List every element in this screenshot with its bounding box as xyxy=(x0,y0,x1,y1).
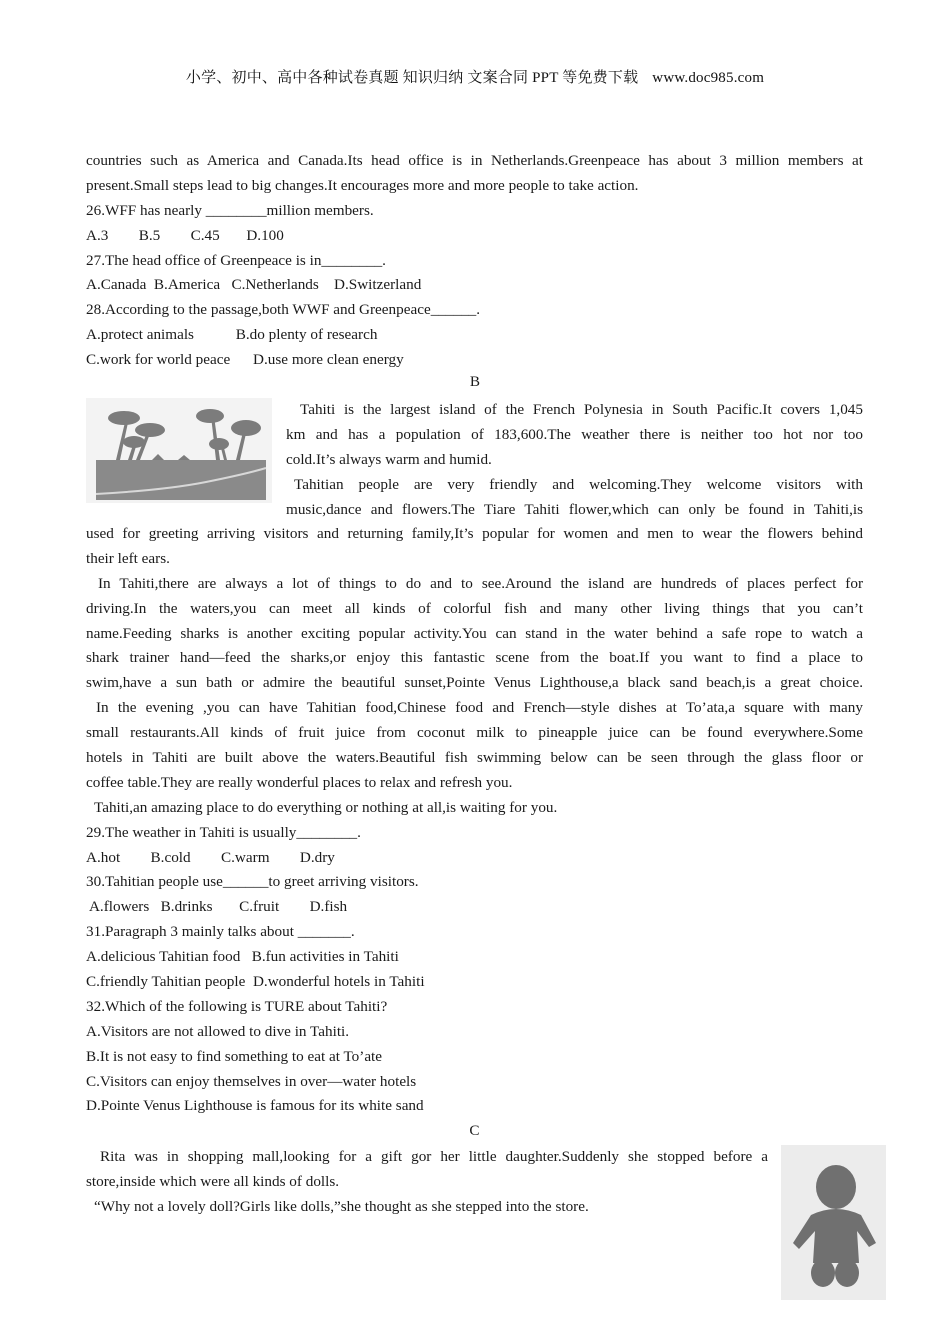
section-c-body xyxy=(86,1145,768,1220)
section-b-intro xyxy=(286,398,863,522)
text-line: small restaurants.All kinds of fruit juice from coconut milk to pineapple juice can be found everywhere.Some xyxy=(86,724,863,742)
text-line: hotels in Tahiti are built above the waters.Beautiful fish swimming below can be seen through the glass floor or xyxy=(86,749,863,767)
question-stem: 31.Paragraph 3 mainly talks about _______. xyxy=(86,923,355,941)
question-options: A.3 B.5 C.45 D.100 xyxy=(86,226,284,244)
text-line: driving.In the waters,you can meet all kinds of colorful fish and many other living things that you can’t xyxy=(86,599,863,617)
question-options: A.delicious Tahitian food B.fun activities in Tahiti xyxy=(86,948,399,966)
palm-beach-image xyxy=(86,398,272,503)
text-line: store,inside which were all kinds of dolls. xyxy=(86,1172,340,1190)
text-line: Rita was in shopping mall,looking for a gift gor her little daughter.Suddenly she stopped before a xyxy=(100,1148,768,1165)
header-title: 小学、初中、高中各种试卷真题 知识归纳 文案合同 PPT 等免费下载 xyxy=(185,70,639,86)
question-stem: 29.The weather in Tahiti is usually________. xyxy=(86,823,361,841)
text-line: present.Small steps lead to big changes.It encourages more and more people to take action. xyxy=(86,176,639,194)
question-option: D.Pointe Venus Lighthouse is famous for its white sand xyxy=(86,1097,424,1115)
question-stem: 32.Which of the following is TURE about Tahiti? xyxy=(86,997,388,1015)
text-line: In the evening ,you can have Tahitian food,Chinese food and French—style dishes at To’ata,a square with many xyxy=(96,699,863,717)
question-stem: 27.The head office of Greenpeace is in________. xyxy=(86,251,386,269)
question-options: A.Canada B.America C.Netherlands D.Switzerland xyxy=(86,276,422,294)
question-options: A.flowers B.drinks C.fruit D.fish xyxy=(86,898,348,916)
question-stem: 26.WFF has nearly ________million members. xyxy=(86,201,374,219)
text-line: Tahiti,an amazing place to do everything or nothing at all,is waiting for you. xyxy=(94,798,558,816)
text-line: music,dance and flowers.The Tiare Tahiti flower,which can only be found in Tahiti,is xyxy=(286,500,863,518)
section-b-body xyxy=(86,522,863,1144)
header-url[interactable]: www.doc985.com xyxy=(652,70,765,86)
doll-image xyxy=(781,1145,886,1300)
text-line: used for greeting arriving visitors and returning family,It’s popular for women and men to wear the flowers behind xyxy=(86,525,863,542)
text-line: Tahitian people are very friendly and welcoming.They welcome visitors with xyxy=(294,475,863,493)
text-line: their left ears. xyxy=(86,549,170,567)
section-c-label: C xyxy=(469,1122,480,1140)
question-options: A.protect animals B.do plenty of research xyxy=(86,326,378,344)
text-line: “Why not a lovely doll?Girls like dolls,”she thought as she stepped into the store. xyxy=(94,1197,589,1215)
text-line: countries such as America and Canada.Its head office is in Netherlands.Greenpeace has about 3 million members at xyxy=(86,152,863,169)
text-line: swim,have a sun bath or admire the beautiful sunset,Pointe Venus Lighthouse,a black sand beach,is a great choice. xyxy=(86,674,863,692)
question-stem: 28.According to the passage,both WWF and Greenpeace______. xyxy=(86,301,481,319)
text-line: shark trainer hand—feed the sharks,or enjoy this fantastic scene from the boat.If you want to find a place to xyxy=(86,649,863,667)
section-b-label: B xyxy=(469,373,481,390)
question-option: A.Visitors are not allowed to dive in Tahiti. xyxy=(86,1022,350,1040)
text-line: name.Feeding sharks is another exciting popular activity.You can stand in the water behind a safe rope to watch a xyxy=(86,624,863,642)
question-stem: 30.Tahitian people use______to greet arriving visitors. xyxy=(86,873,419,891)
question-options: A.hot B.cold C.warm D.dry xyxy=(86,848,335,866)
text-line: km and has a population of 183,600.The weather there is neither too hot nor too xyxy=(286,425,863,443)
text-line: coffee table.They are really wonderful places to relax and refresh you. xyxy=(86,773,513,791)
text-line: cold.It’s always warm and humid. xyxy=(286,450,492,468)
page-header xyxy=(0,66,950,87)
passage-a-section xyxy=(86,149,863,373)
question-options: C.friendly Tahitian people D.wonderful hotels in Tahiti xyxy=(86,973,425,991)
text-line: In Tahiti,there are always a lot of things to do and to see.Around the island are hundreds of places perfect for xyxy=(98,574,863,592)
question-options: C.work for world peace D.use more clean energy xyxy=(86,351,404,369)
question-option: C.Visitors can enjoy themselves in over—water hotels xyxy=(86,1072,417,1090)
question-option: B.It is not easy to find something to eat at To’ate xyxy=(86,1047,383,1065)
text-line: Tahiti is the largest island of the French Polynesia in South Pacific.It covers 1,045 xyxy=(300,401,863,418)
doll-icon xyxy=(781,1145,886,1300)
palm-tree-icon xyxy=(86,398,272,503)
